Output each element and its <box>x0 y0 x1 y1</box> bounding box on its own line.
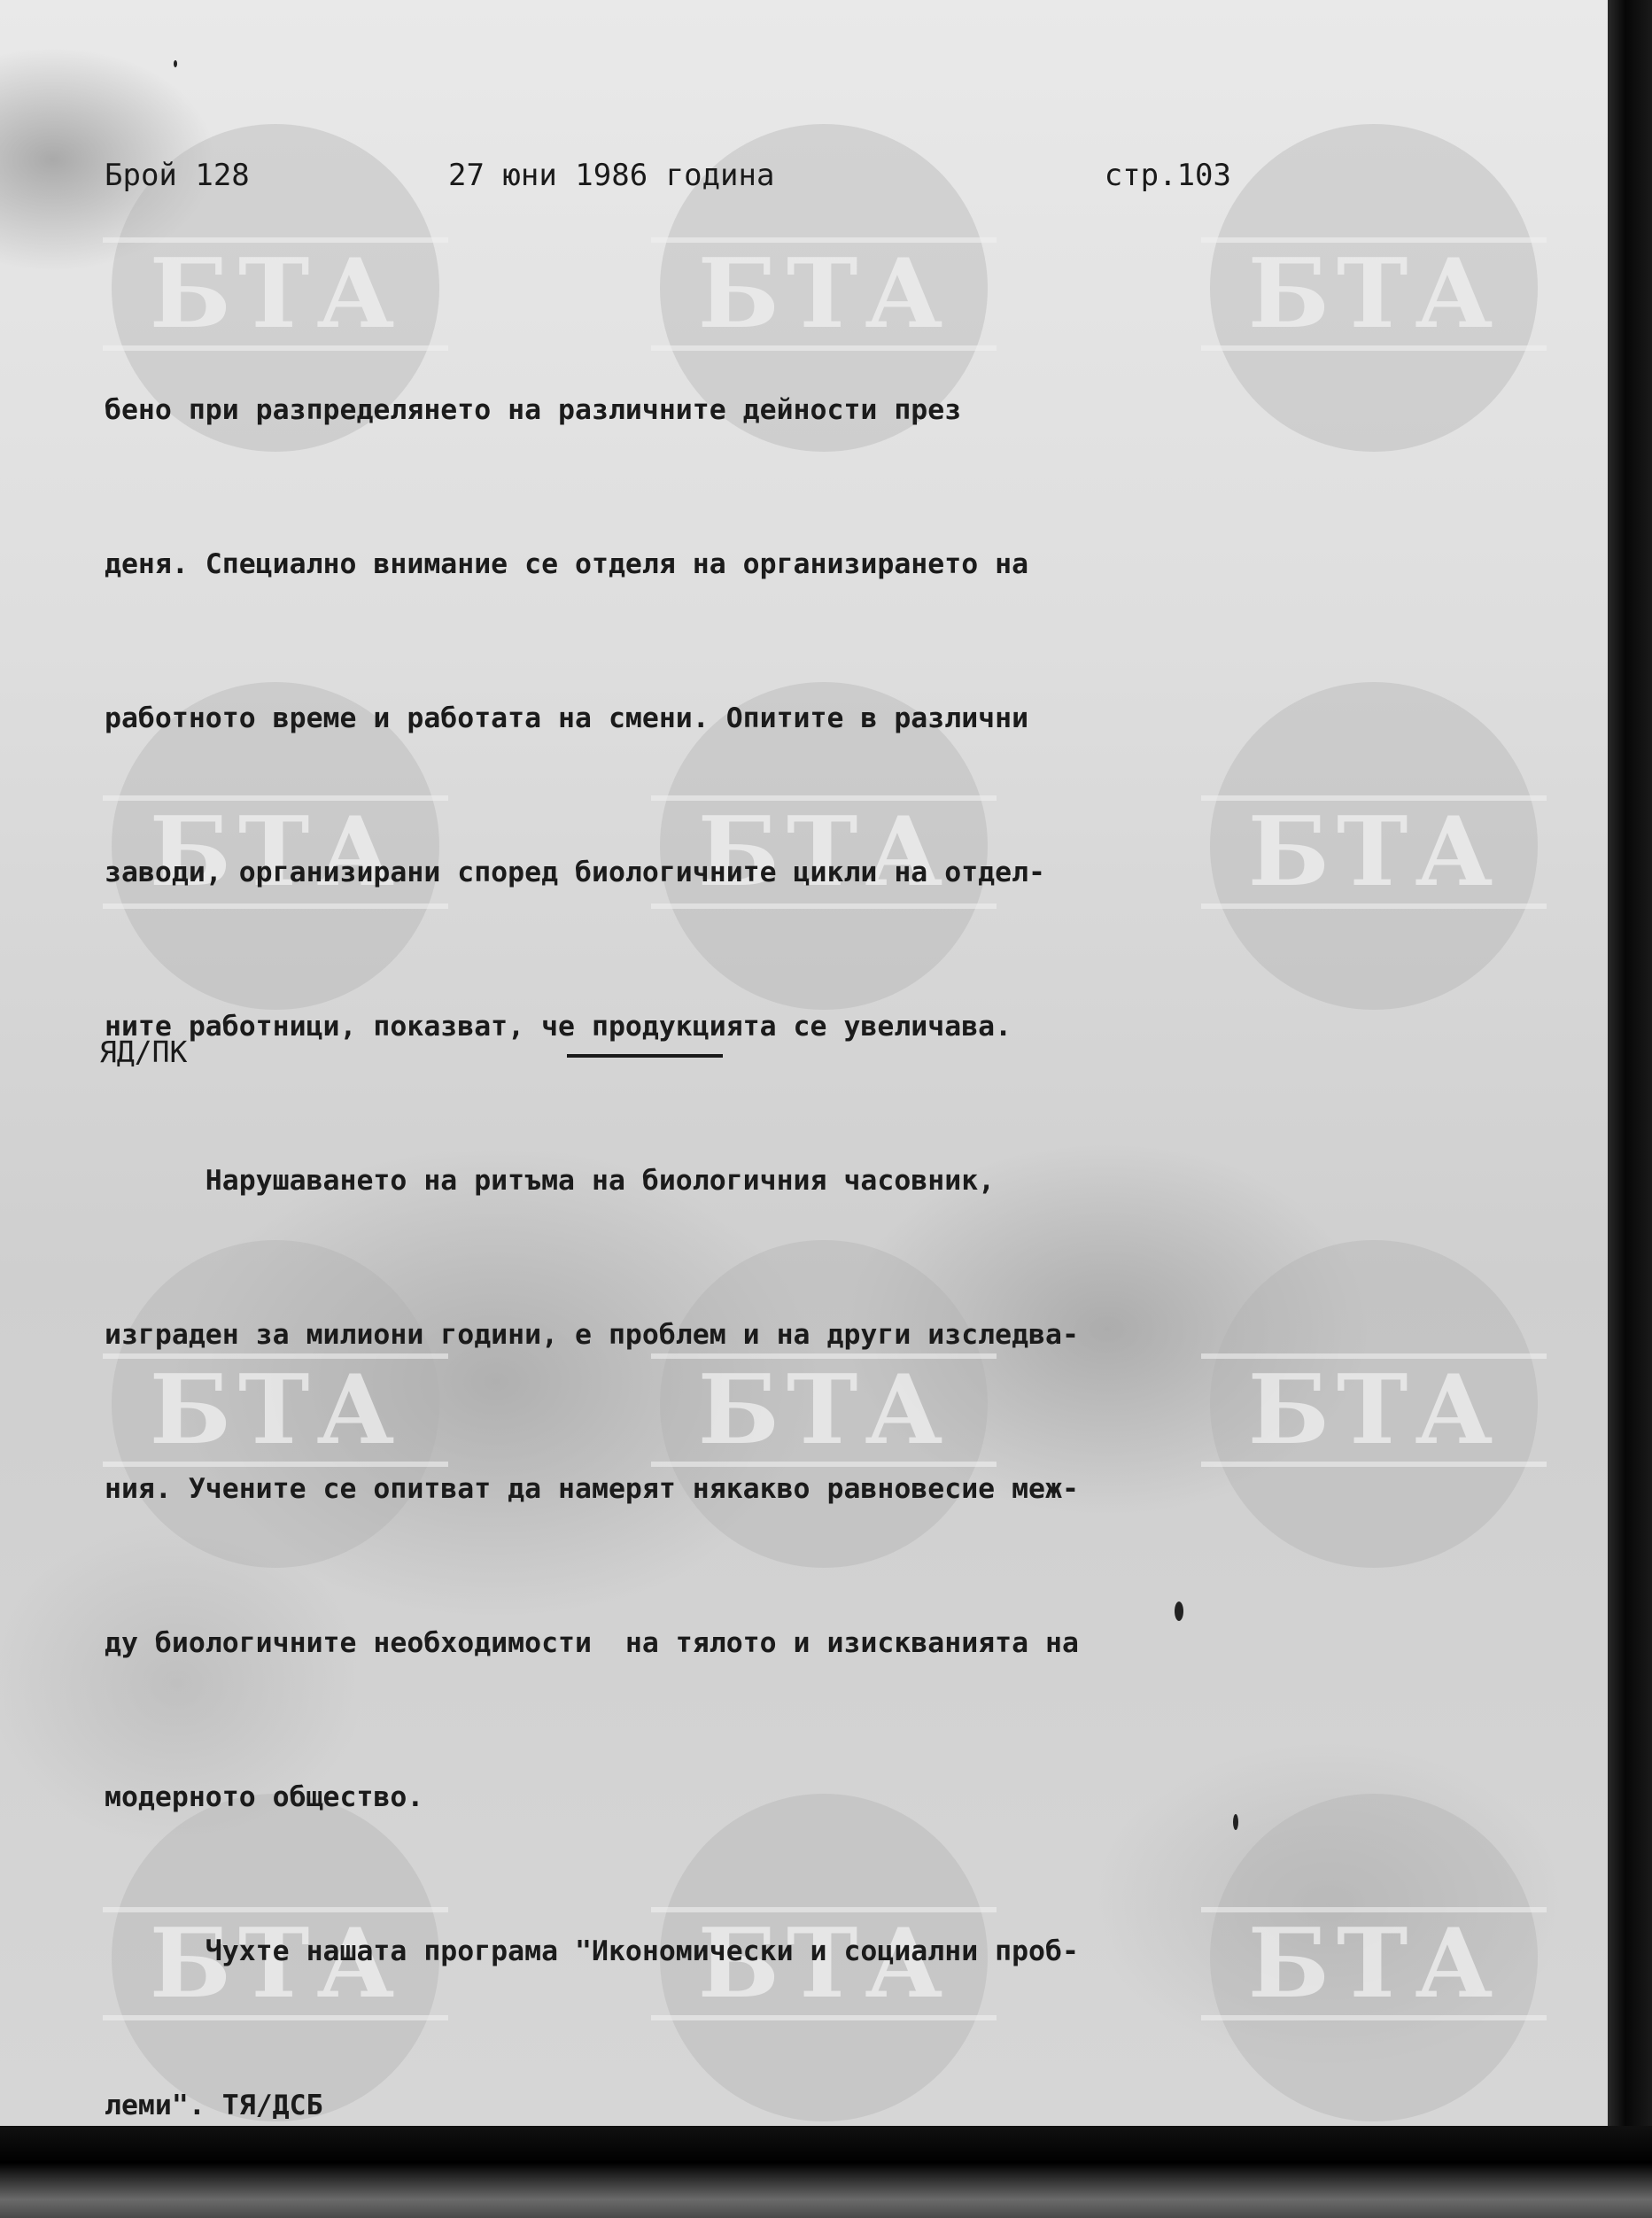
watermark-text: БТА <box>651 237 997 351</box>
text-line: ния. Учените се опитват да намерят някакво равновесие меж- <box>105 1473 1079 1505</box>
text-line: деня. Специално внимание се отделя на организирането на <box>105 548 1029 580</box>
watermark-text: БТА <box>651 795 997 909</box>
watermark-text: БТА <box>651 1907 997 2020</box>
watermark-text: БТА <box>103 1907 448 2020</box>
watermark-text: БТА <box>1201 1907 1547 2020</box>
text-line: заводи, организирани според биологичните цикли на отдел- <box>105 857 1046 888</box>
text-line: Чухте нашата програма "Икономически и социални проб- <box>105 1935 1079 1967</box>
text-line: Нарушаването на ритъма на биологичния часовник, <box>105 1165 996 1197</box>
author-initials: ЯД/ПК <box>99 1035 188 1069</box>
text-line: бено при разпределянето на различните дейности през <box>105 394 962 426</box>
scan-edge-right <box>1608 0 1652 2218</box>
end-separator <box>567 1054 723 1058</box>
text-line: модерното общество. <box>105 1781 424 1813</box>
watermark-text: БТА <box>651 1353 997 1467</box>
issue-date: 27 юни 1986 година <box>448 158 775 193</box>
text-line: леми". ТЯ/ДСБ <box>105 2090 323 2121</box>
text-line: изграден за милиони години, е проблем и на други изследва- <box>105 1319 1079 1351</box>
text-line: работното време и работата на смени. Опитите в различни <box>105 702 1029 734</box>
text-line: ду биологичните необходимости на тялото и изискванията на <box>105 1627 1079 1659</box>
scan-edge-bottom <box>0 2126 1652 2218</box>
scan-speck <box>1233 1814 1238 1830</box>
scan-speck <box>1175 1601 1183 1621</box>
scan-speck <box>174 60 177 67</box>
watermark-text: БТА <box>103 1353 448 1467</box>
watermark-text: БТА <box>103 237 448 351</box>
watermark-text: БТА <box>1201 237 1547 351</box>
watermark-text: БТА <box>1201 1353 1547 1467</box>
text-line: ните работници, показват, че продукцията се увеличава. <box>105 1011 1012 1043</box>
watermark-text: БТА <box>1201 795 1547 909</box>
document-header <box>105 158 1231 204</box>
watermark-text: БТА <box>103 795 448 909</box>
article-body <box>105 282 1327 2218</box>
issue-number: Брой 128 <box>105 158 250 193</box>
page-number: стр.103 <box>1104 158 1231 193</box>
